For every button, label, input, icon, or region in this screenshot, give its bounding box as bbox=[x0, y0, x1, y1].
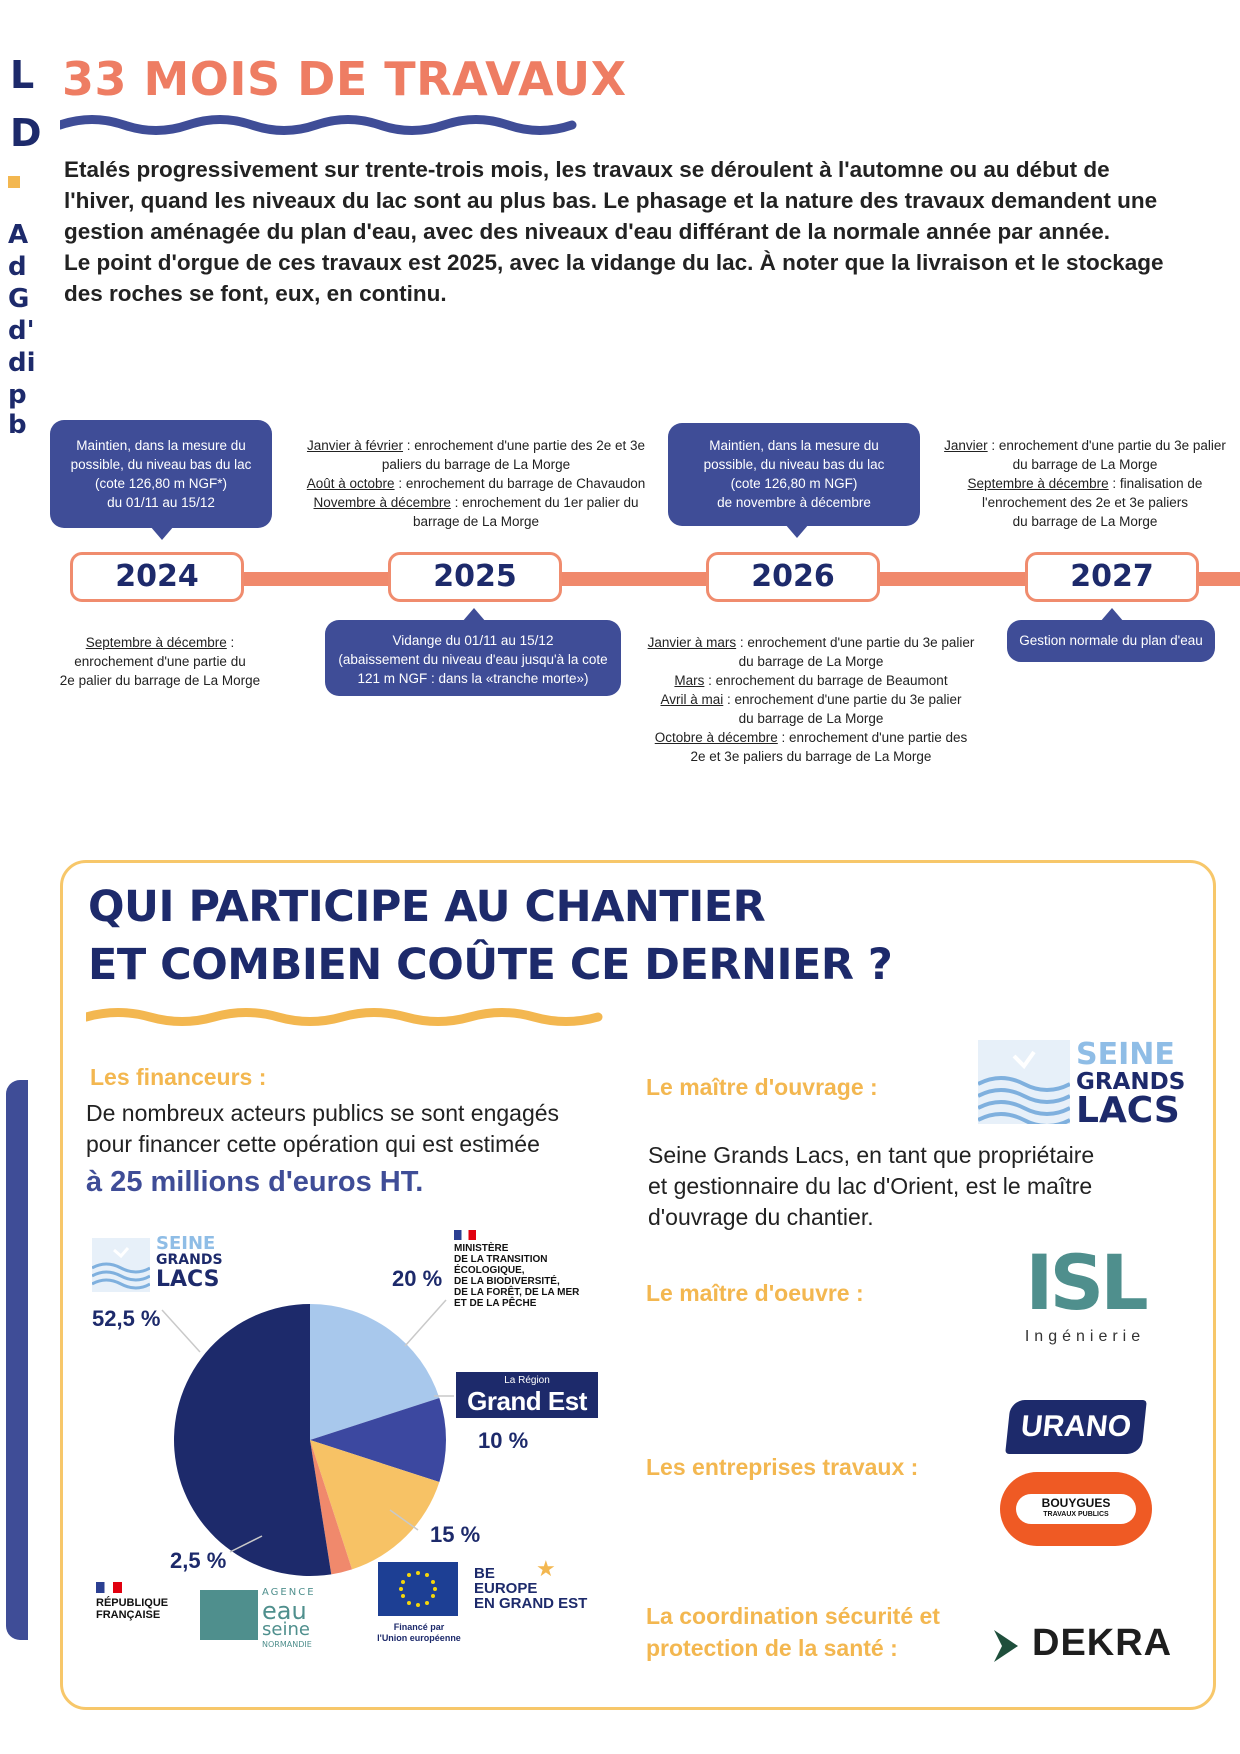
year-2026: 2026 bbox=[706, 552, 880, 602]
year-2027: 2027 bbox=[1025, 552, 1199, 602]
financeurs-text: De nombreux acteurs publics se sont engagés pour financer cette opération qui est estimée bbox=[86, 1100, 560, 1157]
isl-logo: ISL Ingénierie bbox=[1024, 1238, 1146, 1345]
left-margin-letter: G bbox=[8, 284, 30, 314]
left-margin-letter: d' bbox=[8, 316, 35, 346]
region-grand-est-logo: La Région Grand Est bbox=[456, 1372, 598, 1418]
note-2024: Septembre à décembre : enrochement d'une partie du 2e palier du barrage de La Morge bbox=[59, 635, 261, 688]
year-2025: 2025 bbox=[388, 552, 562, 602]
financeurs-amount: à 25 millions d'euros HT. bbox=[86, 1166, 424, 1198]
pct-europe: 15 % bbox=[430, 1522, 481, 1547]
mo-label: Le maître d'ouvrage : bbox=[646, 1074, 878, 1100]
left-margin-letter: di bbox=[8, 348, 36, 378]
left-margin-letter: p bbox=[8, 380, 27, 410]
left-margin-letter: L bbox=[10, 53, 35, 97]
agence-eau-logo: AGENCE eau seine NORMANDIE bbox=[200, 1586, 330, 1642]
bubble-2027: Gestion normale du plan d'eau bbox=[1007, 620, 1215, 662]
flag-icon bbox=[96, 1582, 122, 1593]
sgl-wave-icon bbox=[92, 1238, 150, 1292]
bouygues-logo: BOUYGUES TRAVAUX PUBLICS bbox=[1000, 1472, 1152, 1546]
left-margin-letter: b bbox=[8, 410, 27, 440]
sgl-wave-icon bbox=[978, 1040, 1070, 1124]
eu-flag-icon bbox=[378, 1562, 458, 1616]
section2-heading: QUI PARTICIPE AU CHANTIER ET COMBIEN COÛTE CE DERNIER ? bbox=[88, 882, 893, 990]
star-icon: ★ bbox=[536, 1556, 556, 1581]
flag-icon bbox=[454, 1230, 476, 1240]
bubble-2026: Maintien, dans la mesure du possible, du niveau bas du lac (cote 126,80 m NGF) de novembre à décembre bbox=[668, 423, 920, 526]
page-title: 33 MOIS DE TRAVAUX bbox=[62, 52, 627, 106]
mo-text: Seine Grands Lacs, en tant que propriétaire et gestionnaire du lac d'Orient, est le maître d'ouvrage du chantier. bbox=[648, 1142, 1095, 1230]
urano-logo: URANO bbox=[1005, 1400, 1147, 1454]
pct-sgl: 52,5 % bbox=[92, 1306, 161, 1331]
europe-logo: BE EUROPE EN GRAND EST ★ Financé par l'Union européenne bbox=[377, 1556, 588, 1643]
financeurs-label: Les financeurs : bbox=[90, 1064, 267, 1090]
note-2025: Janvier à février : enrochement d'une partie des 2e et 3e paliers du barrage de La Morge Août à octobre : enrochement du barrage de Chavaudon Novembre à décembre : enrochement du 1er palier du barrage de La Morge bbox=[306, 438, 646, 529]
entreprises-label: Les entreprises travaux : bbox=[646, 1454, 919, 1480]
left-margin-letter: d bbox=[8, 252, 27, 282]
pct-region: 10 % bbox=[478, 1428, 529, 1453]
sgl-logo-small: SEINE GRANDS LACS bbox=[92, 1236, 232, 1294]
bubble-2025: Vidange du 01/11 au 15/12 (abaissement du niveau d'eau jusqu'à la cote 121 m NGF : dans la «tranche morte») bbox=[325, 620, 621, 696]
note-2026: Janvier à mars : enrochement d'une partie du 3e palier du barrage de La Morge Mars : enrochement du barrage de Beaumont Avril à mai : enrochement d'une partie du 3e palier du barrage de La Morge Octobre à décembre : enrochement d'une partie des 2e et 3e paliers du barrage de La Morge bbox=[647, 635, 975, 764]
moe-label: Le maître d'oeuvre : bbox=[646, 1280, 864, 1306]
dekra-chevron-icon bbox=[990, 1626, 1024, 1666]
bubble-2024: Maintien, dans la mesure du possible, du niveau bas du lac (cote 126,80 m NGF*) du 01/11 au 15/12 bbox=[50, 420, 272, 528]
intro-paragraph: Etalés progressivement sur trente-trois mois, les travaux se déroulent à l'automne ou au début de l'hiver, quand les niveaux du lac sont au plus bas. Le phasage et la nature des travaux demandent une gestion aménagée du plan d'eau, avec des niveaux d'eau différant de la normale année par année. Le point d'orgue de ces travaux est 2025, avec la vidange du lac. À noter que la livraison et le stockage des roches se font, eux, en continu. bbox=[64, 157, 1164, 306]
coord-label: La coordination sécurité et protection de la santé : bbox=[646, 1603, 940, 1661]
dekra-logo: DEKRA bbox=[990, 1620, 1180, 1670]
pct-ministere: 20 % bbox=[392, 1266, 443, 1291]
boat-icon bbox=[200, 1590, 258, 1640]
ministere-logo: MINISTÈRE DE LA TRANSITION ÉCOLOGIQUE, DE LA BIODIVERSITÉ, DE LA FORÊT, DE LA MER ET DE LA PÊCHE bbox=[454, 1230, 604, 1309]
left-margin-letter: D bbox=[10, 111, 42, 155]
left-margin-letter: A bbox=[8, 220, 29, 250]
pct-agence: 2,5 % bbox=[170, 1548, 227, 1573]
sgl-logo-large: SEINE GRANDS LACS bbox=[978, 1040, 1188, 1126]
republique-logo: RÉPUBLIQUE FRANÇAISE bbox=[96, 1582, 186, 1621]
note-2027: Janvier : enrochement d'une partie du 3e palier du barrage de La Morge Septembre à décembre : finalisation de l'enrochement des 2e et 3e paliers du barrage de La Morge bbox=[944, 438, 1226, 529]
year-2024: 2024 bbox=[70, 552, 244, 602]
